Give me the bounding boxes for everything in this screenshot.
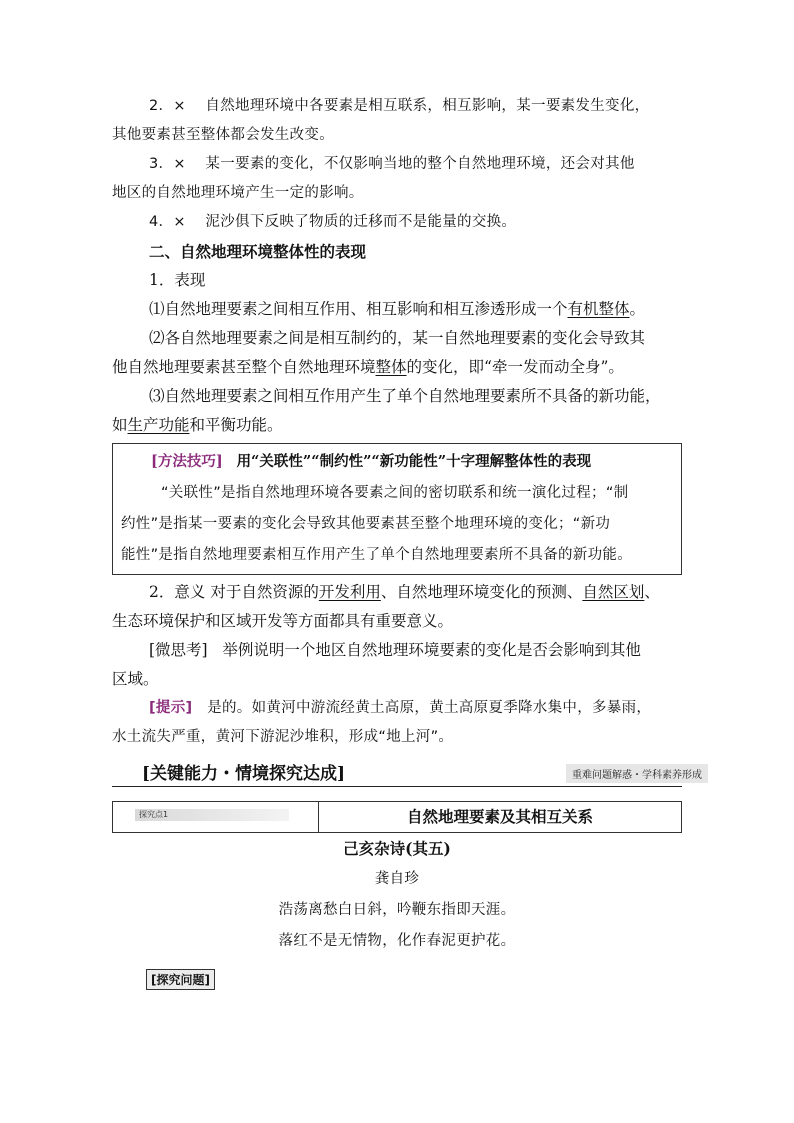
- section-bar-title: [关键能力・情境探究达成]: [142, 764, 346, 784]
- poem-author: 龚自珍: [374, 871, 420, 887]
- tip-tag: [方法技巧]: [151, 453, 223, 470]
- keyword-underlined: 整体: [375, 358, 407, 376]
- explore-question-label: [探究问题]: [146, 969, 215, 990]
- answer-number: 3．×: [149, 156, 186, 172]
- answer-text: 泥沙俱下反映了物质的迁移而不是能量的交换。: [205, 214, 517, 230]
- hint-cont: 水土流失严重，黄河下游泥沙堆积，形成“地上河”。: [112, 729, 454, 745]
- paragraph-2-cont: [112, 353, 682, 382]
- paragraph-2: ⑵各自然地理要素之间是相互制约的，某一自然地理要素的变化会导致其: [149, 329, 646, 347]
- section-bar: [112, 758, 702, 787]
- explore-badge: 探究点1: [135, 809, 289, 821]
- text: 。: [629, 300, 646, 318]
- document-page: [112, 92, 702, 990]
- poem-line-1: 浩荡离愁白日斜，吟鞭东指即天涯。: [278, 902, 516, 918]
- meaning-cont: 生态环境保护和区域开发等方面都具有重要意义。: [112, 612, 454, 630]
- tip-line-2: 约性”是指某一要素的变化会导致其他要素甚至整个地理环境的变化；“新功: [121, 516, 611, 532]
- text: 他自然地理要素甚至整个自然地理环境: [112, 358, 376, 376]
- tip-line-3: 能性”是指自然地理要素相互作用产生了单个自然地理要素所不具备的新功能。: [121, 547, 633, 563]
- think-text: 举例说明一个地区自然地理环境要素的变化是否会影响到其他: [222, 641, 641, 659]
- meaning-paragraph: [112, 578, 682, 607]
- hint-answer: [112, 694, 682, 723]
- text: 、自然地理环境变化的预测、: [380, 583, 583, 601]
- text: 对于自然资源的: [210, 583, 319, 601]
- tip-header: [121, 446, 675, 478]
- answer-3: [112, 150, 682, 179]
- paragraph-3-cont: [112, 411, 682, 440]
- section-bar-tag: 重难问题解惑・学科素养形成: [566, 764, 708, 783]
- keyword-underlined: 开发利用: [318, 583, 381, 601]
- keyword-underlined: 生产功能: [127, 416, 190, 434]
- answer-text: 某一要素的变化，不仅影响当地的整个自然地理环境，还会对其他: [205, 156, 635, 172]
- text: 如: [112, 416, 128, 434]
- text: 、: [644, 583, 660, 601]
- meaning-label: 2．意义: [149, 583, 206, 601]
- paragraph-1: [112, 295, 682, 324]
- text: ⑴自然地理要素之间相互作用、相互影响和相互渗透形成一个: [149, 300, 568, 318]
- paragraph-3: ⑶自然地理要素之间相互作用产生了单个自然地理要素所不具备的新功能，: [149, 387, 661, 405]
- think-question: [112, 636, 682, 665]
- hint-text: 是的。如黄河中游流经黄土高原，黄土高原夏季降水集中，多暴雨，: [207, 700, 652, 716]
- answer-2-cont: 其他要素甚至整体都会发生改变。: [112, 127, 334, 143]
- answer-3-cont: 地区的自然地理环境产生一定的影响。: [112, 185, 364, 201]
- subheading-performance: 1．表现: [149, 271, 206, 289]
- answer-4: [112, 208, 682, 237]
- answer-text: 自然地理环境中各要素是相互联系，相互影响，某一要素发生变化，: [205, 98, 650, 114]
- poem-line-2: 落红不是无情物，化作春泥更护花。: [278, 933, 516, 949]
- tip-line-1: “关联性”是指自然地理环境各要素之间的密切联系和统一演化过程；“制: [161, 485, 629, 501]
- text: 和平衡功能。: [189, 416, 283, 434]
- text: 的变化，即“牵一发而动全身”。: [406, 358, 624, 376]
- answer-number: 4．×: [149, 214, 186, 230]
- think-cont: 区域。: [112, 670, 159, 688]
- section-heading: 二、自然地理环境整体性的表现: [149, 242, 367, 261]
- keyword-underlined: 有机整体: [567, 300, 630, 318]
- method-tip-box: [112, 443, 682, 575]
- think-tag: [微思考]: [149, 641, 208, 659]
- answer-number: 2．×: [149, 98, 186, 114]
- explore-left-cell: [113, 802, 319, 832]
- keyword-underlined: 自然区划: [582, 583, 645, 601]
- answer-2: [112, 92, 682, 121]
- explore-point-table: [112, 801, 682, 833]
- poem: [112, 833, 682, 957]
- hint-tag: [提示]: [149, 700, 193, 716]
- explore-title: 自然地理要素及其相互关系: [406, 807, 593, 826]
- tip-title: 用“关联性”“制约性”“新功能性”十字理解整体性的表现: [236, 453, 592, 470]
- poem-title: 己亥杂诗(其五): [343, 839, 451, 858]
